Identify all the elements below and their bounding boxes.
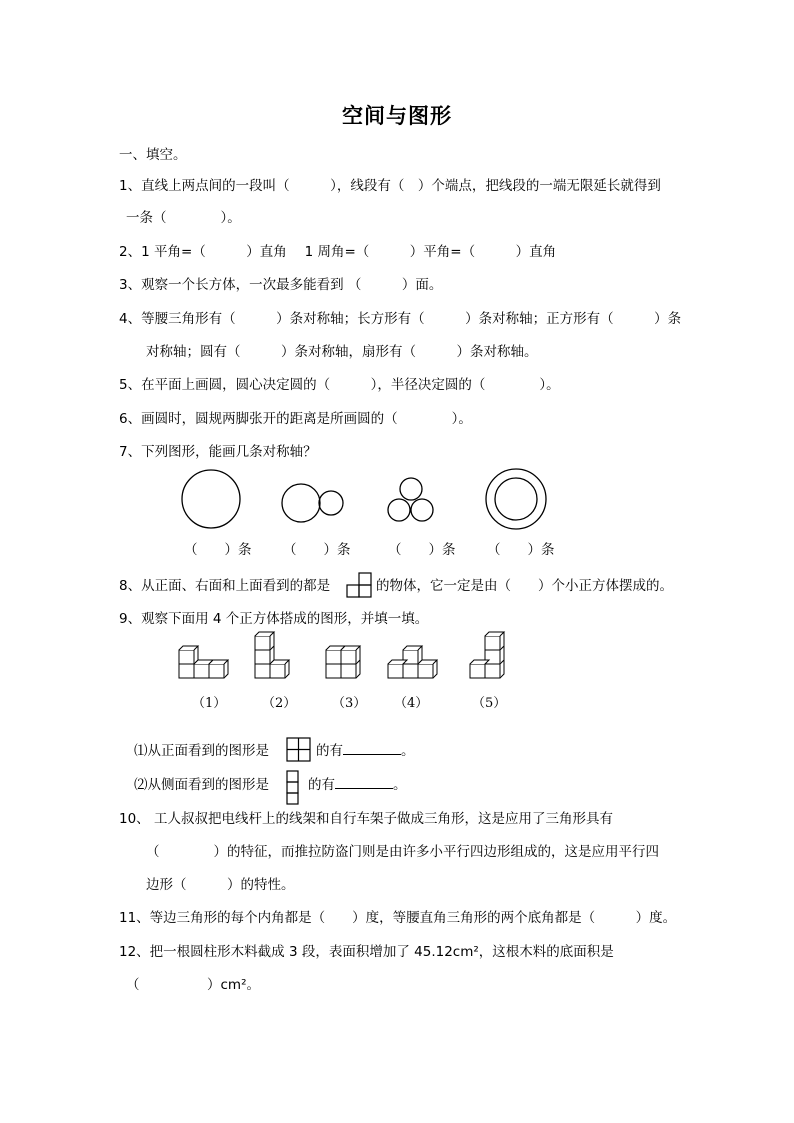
page-title: 空间与图形 — [342, 104, 452, 128]
q7-answer-4: （ ）条 — [487, 542, 555, 558]
q9-sub-2-text: 的有 — [308, 777, 335, 793]
cube-stack-figure-2 — [252, 630, 292, 680]
figure-label-4: （4） — [394, 696, 429, 711]
question-4-line-2: 对称轴；圆有（ ）条对称轴，扇形有（ ）条对称轴。 — [146, 344, 538, 360]
question-7: 7、下列图形，能画几条对称轴？ — [119, 444, 317, 460]
l-shape-view-icon — [346, 572, 374, 598]
question-12-line-2: （ ）cm²。 — [126, 977, 260, 993]
question-10-line-2: （ ）的特征，而推拉防盗门则是由许多小平行四边形组成的，这是应用平行四 — [146, 844, 659, 860]
q9-sub-1-text: 的有 — [316, 743, 343, 759]
question-9: 9、观察下面用 4 个正方体搭成的图形，并填一填。 — [119, 611, 429, 627]
cube-stack-figure-4 — [386, 644, 438, 680]
answer-blank[interactable] — [335, 776, 393, 789]
figure-label-2: （2） — [262, 696, 297, 711]
ring-figure — [483, 466, 549, 532]
question-10-line-3: 边形（ ）的特性。 — [146, 877, 295, 893]
vertical-stack-view-icon — [286, 770, 300, 806]
question-6: 6、画圆时，圆规两脚张开的距离是所画圆的（ ）。 — [119, 411, 472, 427]
question-8-suffix: 的物体，它一定是由（ ）个小正方体摆成的。 — [376, 578, 673, 594]
q9-sub-1-suffix: 的有 。 — [316, 743, 415, 759]
q9-sub-2-suffix: 的有 。 — [308, 777, 407, 793]
answer-blank[interactable] — [343, 742, 401, 755]
q9-sub-2-prefix: ⑵从侧面看到的图形是 — [134, 777, 269, 793]
question-4-line-1: 4、等腰三角形有（ ）条对称轴；长方形有（ ）条对称轴；正方形有（ ）条 — [119, 311, 682, 327]
q9-sub-1-prefix: ⑴从正面看到的图形是 — [134, 743, 269, 759]
cube-stack-figure-3 — [323, 644, 363, 680]
q7-answer-1: （ ）条 — [184, 542, 252, 558]
three-circles-figure — [385, 475, 439, 527]
q7-answer-2: （ ）条 — [283, 542, 351, 558]
question-5: 5、在平面上画圆，圆心决定圆的（ ），半径决定圆的（ ）。 — [119, 377, 560, 393]
question-3: 3、观察一个长方体，一次最多能看到 （ ）面。 — [119, 277, 443, 293]
figure-label-3: （3） — [332, 696, 367, 711]
question-8-prefix: 8、从正面、右面和上面看到的都是 — [119, 578, 331, 594]
section-heading: 一、填空。 — [119, 147, 187, 163]
question-2: 2、1 平角=（ ）直角 1 周角=（ ）平角=（ ）直角 — [119, 244, 557, 260]
cube-stack-figure-5 — [468, 630, 508, 680]
figure-label-1: （1） — [192, 696, 227, 711]
two-circles-figure — [279, 480, 349, 526]
square-grid-view-icon — [286, 737, 312, 763]
question-10-line-1: 10、 工人叔叔把电线杆上的线架和自行车架子做成三角形，这是应用了三角形具有 — [119, 811, 613, 827]
question-11: 11、等边三角形的每个内角都是（ ）度，等腰直角三角形的两个底角都是（ ）度。 — [119, 910, 677, 926]
question-1-line-2: 一条（ ）。 — [126, 210, 241, 226]
figure-label-5: （5） — [472, 696, 507, 711]
single-circle-figure — [180, 468, 244, 532]
cube-stack-figure-1 — [177, 644, 229, 680]
q7-answer-3: （ ）条 — [388, 542, 456, 558]
question-12-line-1: 12、把一根圆柱形木料截成 3 段，表面积增加了 45.12cm²，这根木料的底面积是 — [119, 944, 614, 960]
question-1-line-1: 1、直线上两点间的一段叫（ ），线段有（ ）个端点，把线段的一端无限延长就得到 — [119, 178, 661, 194]
